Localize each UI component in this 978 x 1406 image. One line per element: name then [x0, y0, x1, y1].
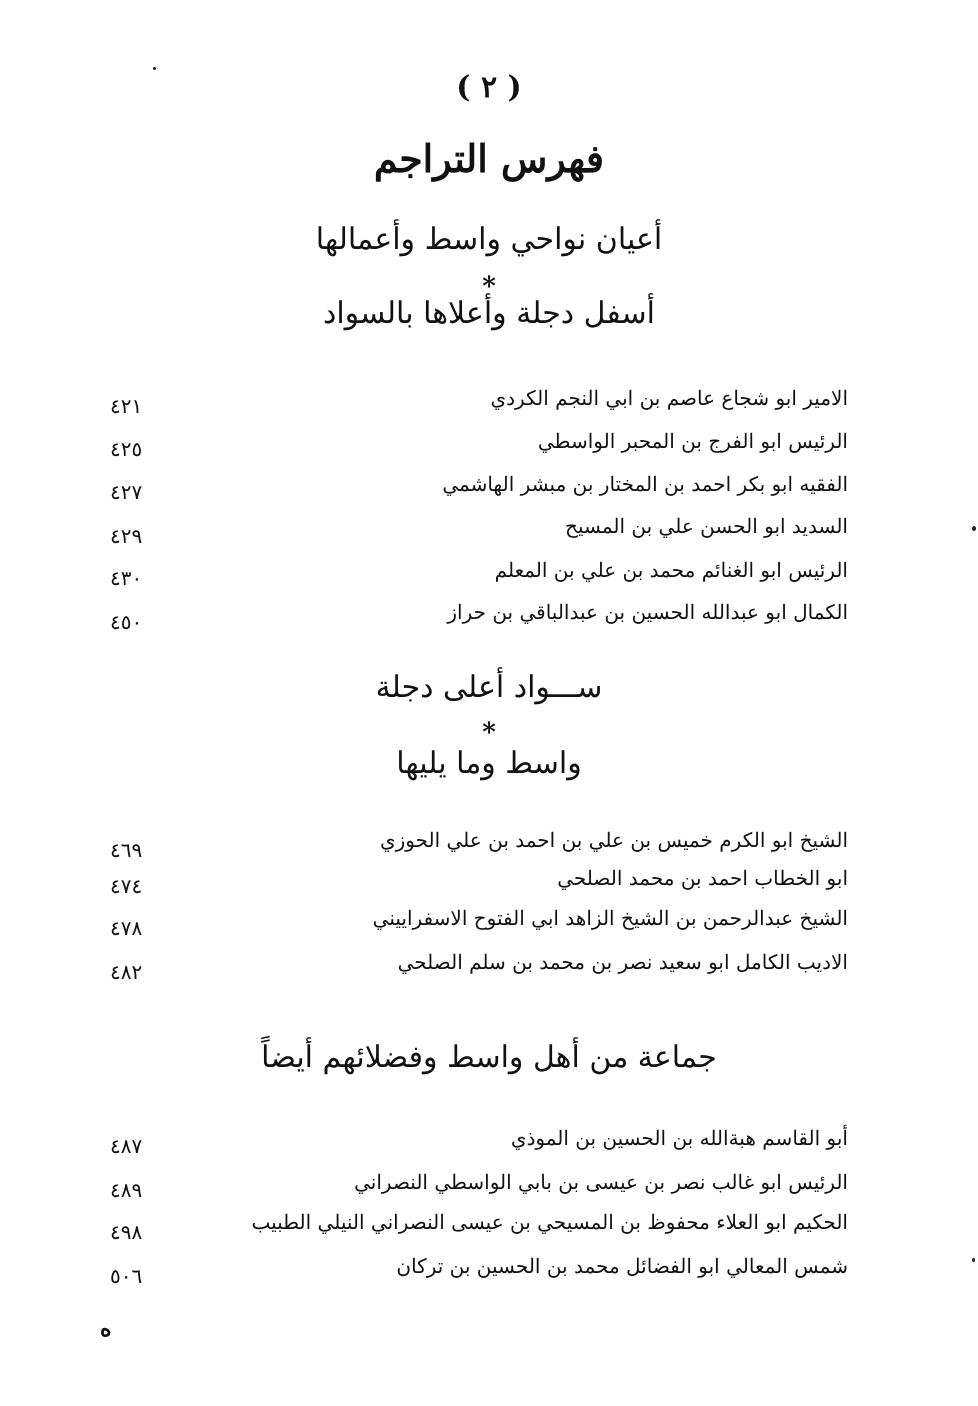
toc-entry-name: الامير ابو شجاع عاصم بن ابي النجم الكردي	[490, 386, 848, 410]
section1-heading-line1: أعيان نواحي واسط وأعمالها	[315, 222, 663, 257]
toc-entry-name: الفقيه ابو بكر احمد بن المختار بن مبشر الهاشمي	[442, 472, 848, 496]
section1-heading-line2: أسفل دجلة وأعلاها بالسواد	[322, 296, 656, 331]
toc-entry-page: ٤٦٩	[110, 838, 143, 862]
toc-entry-page: ٤٢٧	[110, 480, 143, 504]
toc-entry-name: ابو الخطاب احمد بن محمد الصلحي	[557, 866, 848, 890]
toc-entry-name: أبو القاسم هبةالله بن الحسين بن الموذي	[510, 1126, 848, 1150]
page-title: فهرس التراجم	[373, 136, 605, 181]
toc-entry-page: ٤٢٩	[110, 524, 143, 548]
toc-entry-page: ٤٨٧	[110, 1134, 143, 1158]
toc-entry-page: ٥٠٦	[110, 1264, 143, 1288]
toc-entry-page: ٤٢١	[110, 394, 143, 418]
section1-star: *	[482, 272, 496, 302]
page-number: ( ٢ )	[456, 70, 522, 105]
toc-entry-name: الشيخ عبدالرحمن بن الشيخ الزاهد ابي الفتوح الاسفراييني	[372, 906, 848, 930]
toc-entry-name: الرئيس ابو الفرج بن المحبر الواسطي	[537, 429, 848, 453]
section2-star: *	[482, 718, 496, 748]
toc-entry-name: الحكيم ابو العلاء محفوظ بن المسيحي بن عيسى النصراني النيلي الطبيب	[251, 1210, 848, 1234]
toc-entry-page: ٤٧٤	[110, 874, 143, 898]
section3-heading: جماعة من أهل واسط وفضلائهم أيضاً	[261, 1040, 717, 1075]
toc-entry-page: ٤٧٨	[110, 916, 143, 940]
footer-page-number: ه	[100, 1316, 112, 1342]
toc-entry-name: الاديب الكامل ابو سعيد نصر بن محمد بن سلم الصلحي	[397, 950, 848, 974]
toc-entry-name: الرئيس ابو غالب نصر بن عيسى بن بابي الواسطي النصراني	[354, 1170, 848, 1194]
toc-entry-name: السديد ابو الحسن علي بن المسيح	[565, 514, 848, 538]
toc-entry-name: الكمال ابو عبدالله الحسين بن عبدالباقي بن حراز	[447, 600, 848, 624]
toc-entry-page: ٤٨٢	[110, 960, 143, 984]
section2-heading-line2: واسط وما يليها	[396, 746, 582, 781]
toc-entry-page: ٤٨٩	[110, 1178, 143, 1202]
toc-entry-page: ٤٥٠	[110, 610, 143, 634]
toc-entry-name: الرئيس ابو الغنائم محمد بن علي بن المعلم	[494, 558, 848, 582]
toc-entry-page: ٤٢٥	[110, 437, 143, 461]
toc-entry-name: الشيخ ابو الكرم خميس بن علي بن احمد بن علي الحوزي	[379, 828, 848, 852]
toc-entry-name: شمس المعالي ابو الفضائل محمد بن الحسين بن تركان	[396, 1254, 848, 1278]
scan-speck	[153, 67, 156, 70]
section2-heading-line1: ســـواد أعلى دجلة	[375, 670, 603, 705]
toc-entry-page: ٤٩٨	[110, 1220, 143, 1244]
toc-entry-page: ٤٣٠	[110, 566, 143, 590]
scan-speck	[972, 526, 976, 531]
scan-speck	[972, 1258, 975, 1262]
